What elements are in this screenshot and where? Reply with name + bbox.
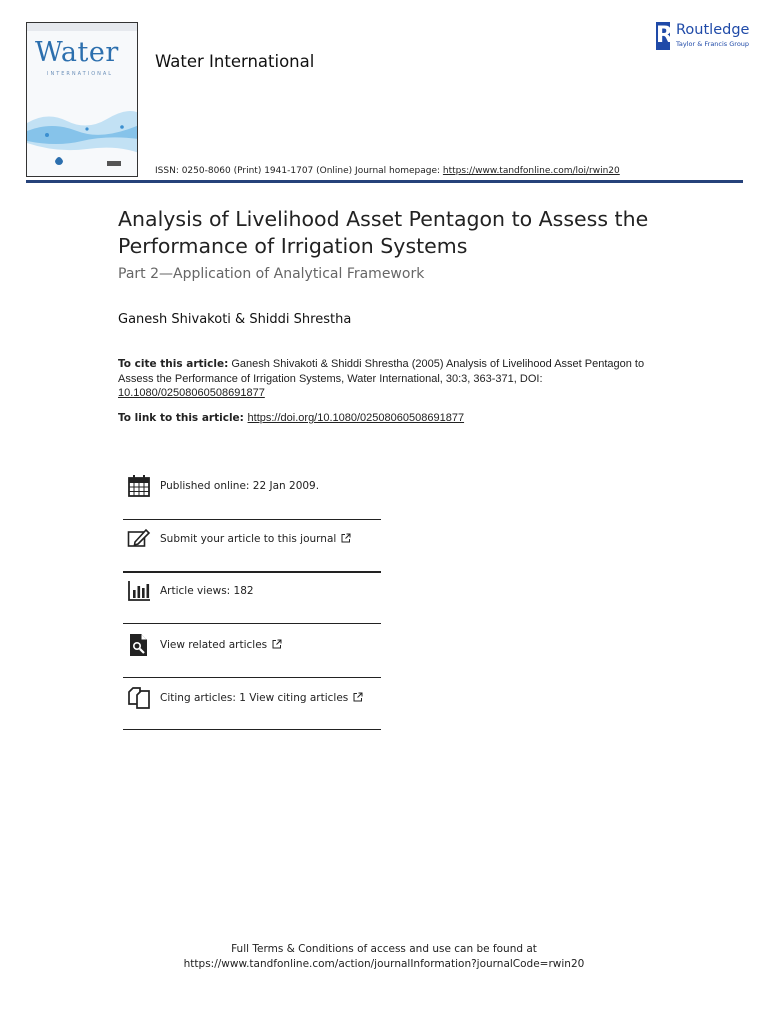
header-rule bbox=[26, 180, 743, 183]
publisher-logo[interactable] bbox=[656, 22, 750, 52]
article-subtitle: Part 2—Application of Analytical Framework bbox=[118, 266, 425, 282]
cite-text: Ganesh Shivakoti & Shiddi Shrestha (2005) Analysis of Livelihood Asset Pentagon to Assess the Performance of Irrigation Systems, Water International, 30:3, 363-371, DOI: bbox=[118, 358, 645, 385]
link-label: To link to this article: bbox=[118, 412, 248, 424]
cite-label: To cite this article: bbox=[118, 358, 229, 370]
publisher-name: Routledge bbox=[676, 22, 750, 38]
document-search-icon bbox=[127, 633, 151, 657]
published-row bbox=[123, 474, 381, 514]
external-link-icon bbox=[272, 639, 282, 649]
article-doi-link[interactable]: https://doi.org/10.1080/02508060508691877 bbox=[247, 412, 465, 424]
submit-label: Submit your article to this journal bbox=[160, 533, 337, 545]
cover-subtitle: INTERNATIONAL bbox=[47, 71, 114, 77]
related-label: View related articles bbox=[160, 639, 268, 651]
related-row[interactable] bbox=[123, 633, 381, 673]
footer-terms-text: Full Terms & Conditions of access and use can be found at bbox=[231, 943, 537, 955]
publisher-subtitle: Taylor & Francis Group bbox=[676, 40, 750, 48]
citing-articles-link[interactable] bbox=[160, 692, 363, 704]
article-views: Article views: 182 bbox=[160, 585, 254, 597]
footer-terms-link[interactable]: https://www.tandfonline.com/action/journalInformation?journalCode=rwin20 bbox=[183, 958, 585, 970]
journal-cover bbox=[26, 22, 138, 177]
journal-homepage-link[interactable]: https://www.tandfonline.com/loi/rwin20 bbox=[442, 166, 620, 176]
external-link-icon bbox=[353, 692, 363, 702]
views-row bbox=[123, 579, 381, 619]
published-date: Published online: 22 Jan 2009. bbox=[160, 480, 320, 492]
article-title: Analysis of Livelihood Asset Pentagon to Assess the Performance of Irrigation Systems bbox=[118, 207, 649, 258]
cover-top-band bbox=[27, 23, 137, 31]
external-link-icon bbox=[341, 533, 351, 543]
bar-chart-icon bbox=[127, 579, 151, 603]
divider bbox=[123, 729, 381, 730]
article-link-line bbox=[118, 412, 464, 424]
related-articles-link[interactable] bbox=[160, 639, 282, 651]
divider bbox=[123, 571, 381, 573]
citing-label: Citing articles: 1 View citing articles bbox=[160, 692, 349, 704]
routledge-r-icon: R bbox=[656, 23, 673, 48]
divider bbox=[123, 519, 381, 520]
citation-block bbox=[118, 357, 678, 401]
submit-article-link[interactable] bbox=[160, 533, 351, 545]
citing-row[interactable] bbox=[123, 686, 381, 726]
issn-line bbox=[155, 166, 620, 176]
journal-title: Water International bbox=[155, 52, 315, 71]
cover-title: Water bbox=[35, 37, 119, 68]
calendar-icon bbox=[127, 474, 151, 498]
citing-documents-icon bbox=[127, 686, 151, 710]
divider bbox=[123, 677, 381, 678]
edit-pencil-icon bbox=[127, 527, 151, 551]
issn-text: ISSN: 0250-8060 (Print) 1941-1707 (Online) Journal homepage: bbox=[155, 166, 443, 176]
cite-doi-link[interactable]: 10.1080/02508060508691877 bbox=[118, 387, 265, 399]
cover-water-image bbox=[27, 83, 138, 173]
submit-row[interactable] bbox=[123, 527, 381, 567]
article-authors: Ganesh Shivakoti & Shiddi Shrestha bbox=[118, 312, 352, 327]
divider bbox=[123, 623, 381, 624]
